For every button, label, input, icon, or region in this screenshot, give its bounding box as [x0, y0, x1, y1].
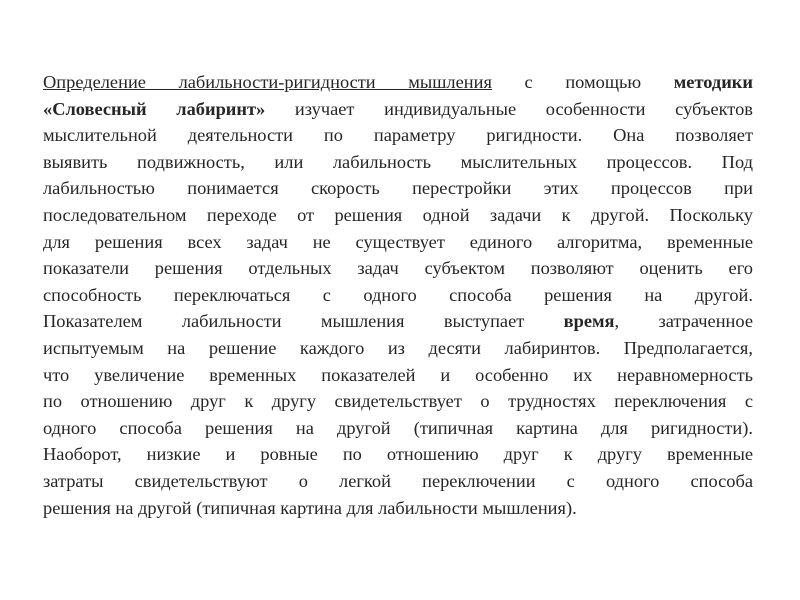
text-line: одного способа решения на другой (типичная картина для ригидности).: [43, 417, 753, 438]
underlined-heading-text: Определение лабильности-ригидности мышления: [43, 72, 492, 92]
text-line: показатели решения отдельных задач субъектом позволяют оценить его: [43, 258, 753, 279]
text-line: [43, 69, 753, 96]
text-run: изучает индивидуальные особенности субъектов: [265, 98, 753, 119]
text-line: решения на другой (типичная картина для лабильности мышления).: [43, 497, 577, 518]
text-run: Показателем лабильности мышления выступает: [43, 311, 564, 332]
text-run: с помощью: [491, 72, 674, 92]
text-line: испытуемым на решение каждого из десяти лабиринтов. Предполагается,: [43, 337, 753, 358]
text-line: лабильностью понимается скорость перестройки этих процессов при: [43, 178, 753, 199]
text-line: способность переключаться с одного способа решения на другой.: [43, 284, 753, 305]
text-line: по отношению друг к другу свидетельствует о трудностях переключения с: [43, 391, 753, 412]
text-line: затраты свидетельствуют о легкой переключении с одного способа: [43, 470, 753, 491]
text-line: Наоборот, низкие и ровные по отношению друг к другу временные: [43, 444, 753, 465]
text-run: , затраченное: [614, 311, 753, 332]
text-line: для решения всех задач не существует единого алгоритма, временные: [43, 231, 753, 252]
text-line: что увеличение временных показателей и особенно их неравномерность: [43, 364, 753, 385]
bold-text: методики: [673, 72, 754, 92]
bold-text: время: [563, 311, 615, 332]
text-line: [43, 308, 753, 335]
bold-method-name: «Словесный лабиринт»: [43, 98, 266, 119]
text-line: выявить подвижность, или лабильность мыслительных процессов. Под: [43, 151, 753, 172]
text-line: последовательном переходе от решения одной задачи к другой. Поскольку: [43, 204, 753, 225]
body-paragraph: [43, 69, 753, 521]
text-line: [43, 96, 753, 123]
text-line: мыслительной деятельности по параметру ригидности. Она позволяет: [43, 125, 753, 146]
